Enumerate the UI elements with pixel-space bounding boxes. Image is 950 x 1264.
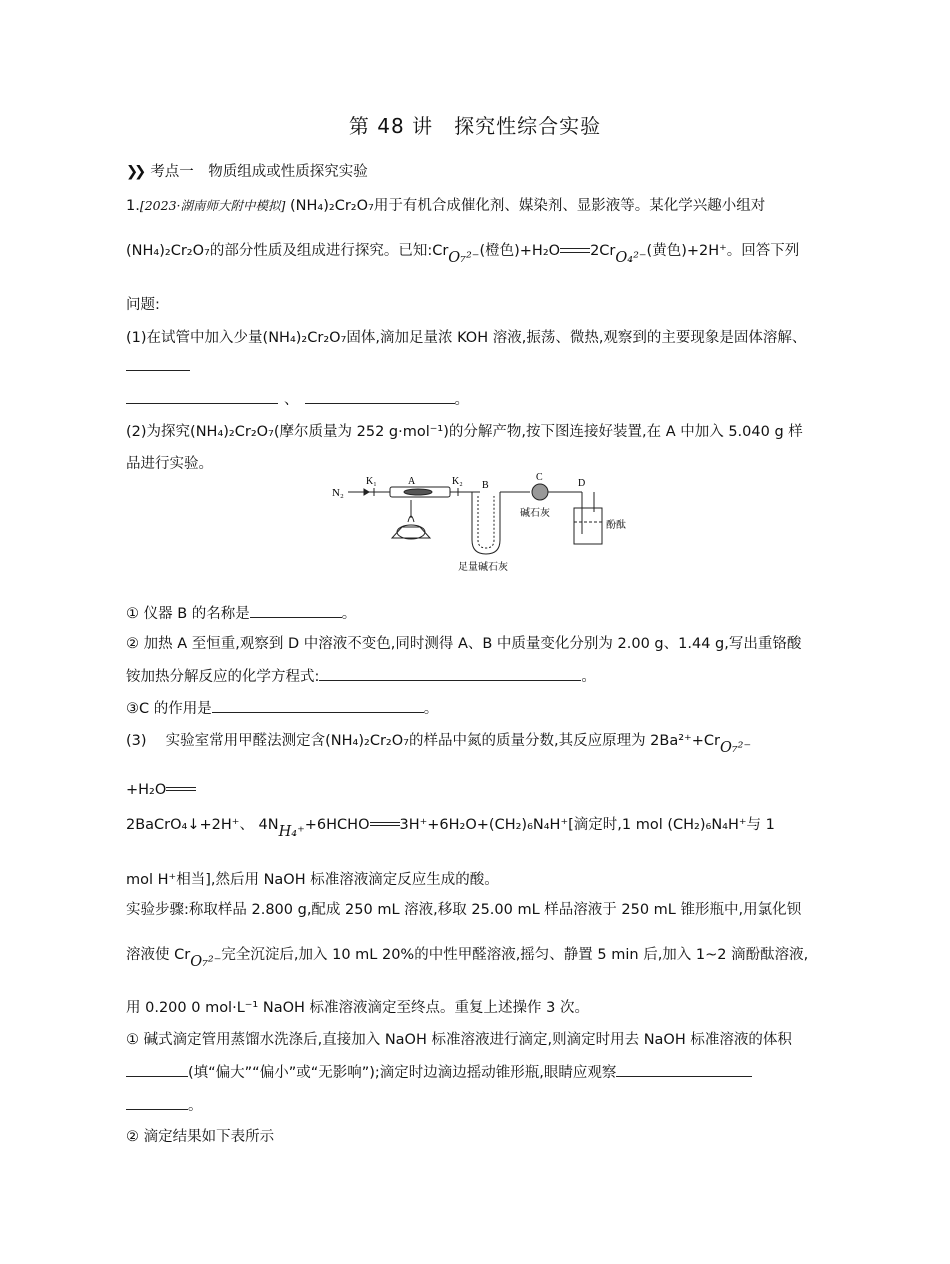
label-c-desc: 碱石灰 <box>520 508 550 519</box>
text-seg: 铵加热分解反应的化学方程式: <box>126 669 320 685</box>
sub3 <box>126 697 438 718</box>
answer-blank[interactable] <box>319 666 581 681</box>
question-number: 1. <box>126 198 140 214</box>
text-seg: ① 仪器 B 的名称是 <box>126 606 250 622</box>
part3-steps: 实验步骤:称取样品 2.800 g,配成 250 mL 溶液,移取 25.00 mL 样品溶液于 250 mL 锥形瓶中,用氯化钡 <box>126 902 802 918</box>
separator: 、 <box>284 392 299 408</box>
titration-1-line2 <box>126 1061 752 1082</box>
dichromate-ion: O₇²⁻ <box>190 954 222 970</box>
text-seg: (填“偏大”“偏小”或“无影响”);滴定时边滴边摇动锥形瓶,眼睛应观察 <box>188 1065 617 1081</box>
dichromate-ion: O₇²⁻ <box>448 250 480 266</box>
period: 。 <box>581 669 596 685</box>
part3-line2 <box>126 782 196 798</box>
page-title: 第 48 讲 探究性综合实验 <box>348 114 602 138</box>
part3-line7: 用 0.200 0 mol·L⁻¹ NaOH 标准溶液滴定至终点。重复上述操作 3 次。 <box>126 1000 589 1016</box>
period: 。 <box>341 606 357 622</box>
label-n2: N₂ <box>332 487 344 499</box>
text-seg: 溶液使 Cr <box>126 947 191 963</box>
q1-line1 <box>126 194 765 215</box>
text-seg: 2BaCrO₄↓+2H⁺、 4N <box>126 817 279 833</box>
part1-blank-row1 <box>126 356 190 375</box>
text-seg: 完全沉淀后,加入 10 mL 20%的中性甲醛溶液,摇匀、静置 5 min 后,加入 1~2 滴酚酞溶液, <box>221 947 809 963</box>
text-seg: (3) 实验室常用甲醛法测定含(NH₄)₂Cr₂O₇的样品中氮的质量分数,其反应原理为 2Ba²⁺+Cr <box>126 733 720 749</box>
answer-blank[interactable] <box>126 356 190 371</box>
period: 。 <box>188 1098 203 1114</box>
answer-blank[interactable] <box>616 1062 752 1077</box>
question-source: [2023·湖南师大附中模拟] <box>139 198 286 213</box>
text-seg: ③C 的作用是 <box>126 701 212 717</box>
section-heading <box>126 160 368 181</box>
chromate-ion: O₄²⁻ <box>615 250 647 266</box>
text-seg: (橙色)+H₂O <box>479 243 561 259</box>
ammonium-ion: H₄⁺ <box>278 824 305 840</box>
label-b-desc: 足量碱石灰 <box>458 562 508 573</box>
label-b: B <box>482 480 489 491</box>
q1-line2 <box>126 239 800 266</box>
part2-text: (2)为探究(NH₄)₂Cr₂O₇(摩尔质量为 252 g·mol⁻¹)的分解产物,按下图连接好装置,在 A 中加入 5.040 g 样 <box>126 424 803 440</box>
text-seg: 3H⁺+6H₂O+(CH₂)₆N₄H⁺[滴定时,1 mol (CH₂)₆N₄H⁺与 1 <box>399 817 775 833</box>
sub2-text: ② 加热 A 至恒重,观察到 D 中溶液不变色,同时测得 A、B 中质量变化分别为 2.00 g、1.44 g,写出重铬酸 <box>126 636 802 652</box>
part3-line1 <box>126 729 752 756</box>
answer-blank[interactable] <box>250 603 342 618</box>
label-k1: K₁ <box>366 476 377 487</box>
part1-text: (1)在试管中加入少量(NH₄)₂Cr₂O₇固体,滴加足量浓 KOH 溶液,振荡、微热,观察到的主要现象是固体溶解、 <box>126 330 807 346</box>
label-k2: K₂ <box>452 476 463 487</box>
dichromate-ion: O₇²⁻ <box>719 740 752 756</box>
titration-1: ① 碱式滴定管用蒸馏水洗涤后,直接加入 NaOH 标准溶液进行滴定,则滴定时用去 NaOH 标准溶液的体积 <box>126 1032 792 1048</box>
label-c: C <box>536 472 543 483</box>
period: 。 <box>423 701 439 717</box>
q1-line3: 问题: <box>126 297 160 313</box>
q1-text: (NH₄)₂Cr₂O₇用于有机合成催化剂、媒染剂、显影液等。某化学兴趣小组对 <box>285 198 766 214</box>
part3-line3 <box>126 813 775 840</box>
apparatus-diagram <box>330 472 630 580</box>
double-chevron-icon: ❯❯ <box>126 164 143 180</box>
titration-1-line3 <box>126 1094 203 1115</box>
answer-blank[interactable] <box>126 1062 188 1077</box>
titration-2: ② 滴定结果如下表所示 <box>126 1129 275 1145</box>
label-d-desc: 酚酞 <box>606 520 626 531</box>
part2-text-2: 品进行实验。 <box>126 456 213 472</box>
sub1 <box>126 602 356 623</box>
part3-line4: mol H⁺相当],然后用 NaOH 标准溶液滴定反应生成的酸。 <box>126 872 499 888</box>
text-seg: 2Cr <box>590 243 616 259</box>
sub2-line2 <box>126 665 596 686</box>
section-title: 考点一 物质组成或性质探究实验 <box>150 164 368 180</box>
label-a: A <box>408 476 416 487</box>
part3-line6 <box>126 943 809 970</box>
answer-blank[interactable] <box>305 389 455 404</box>
answer-blank[interactable] <box>126 389 278 404</box>
equals-arrow-icon <box>166 787 196 793</box>
text-seg: (NH₄)₂Cr₂O₇的部分性质及组成进行探究。已知:Cr <box>126 243 449 259</box>
text-seg: +6HCHO <box>304 817 370 833</box>
part1-blank-row2 <box>126 388 469 409</box>
answer-blank[interactable] <box>212 698 424 713</box>
answer-blank[interactable] <box>126 1095 188 1110</box>
equals-arrow-icon <box>370 822 400 828</box>
text-seg: (黄色)+2H⁺。回答下列 <box>646 243 800 259</box>
reversible-arrow-icon <box>560 248 590 254</box>
label-d: D <box>578 478 586 489</box>
text-seg: +H₂O <box>126 782 167 798</box>
period: 。 <box>454 392 469 408</box>
